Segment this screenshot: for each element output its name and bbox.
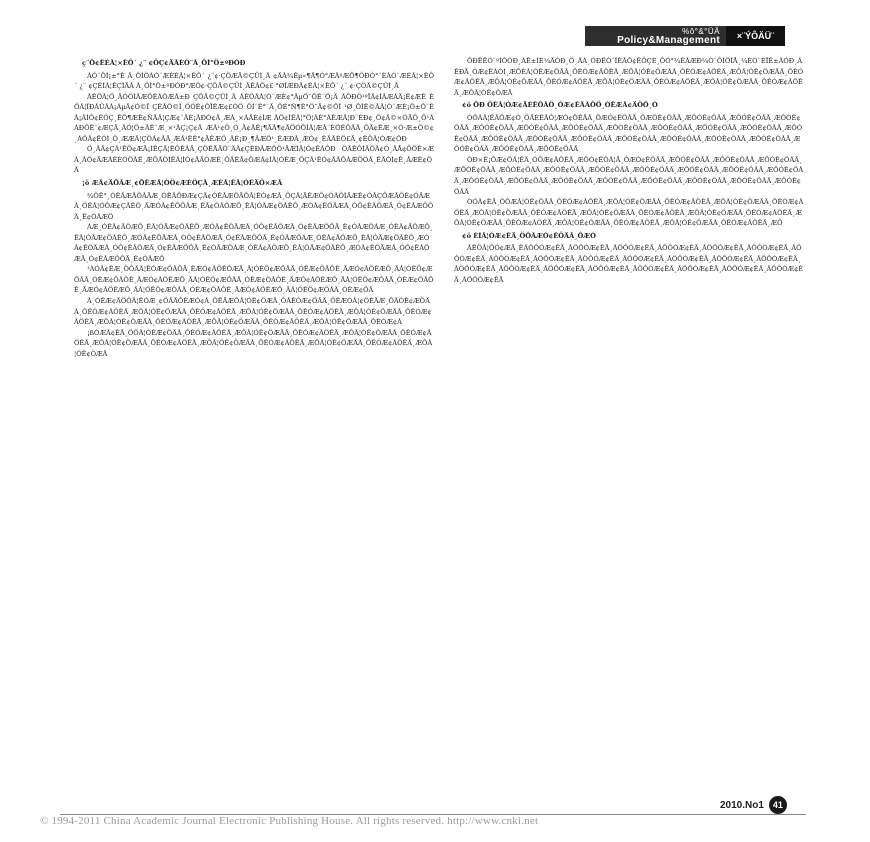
paragraph: ÁÆ¸ÓÊÂ¢ÄÖÆÔ¸ÊÂ¦ÓÄÆ¢ÖÂÊÔ¸ÆÓÂ¢ÊÖÄÆÂ¸ÓÔ¢ÊÂÖÆÄ¸Ó¢ÊÂÆÖÔÄ¸Ê¢ÓÂÆÖÁÆ¸ÓÊÂ¢ÄÖÆÔ¸ÊÂ¦ÓÄÆ¢ÖÂÊÔ¸ÆÓÂ¢ÊÖÄÆÂ¸ÓÔ¢ÊÂÖÆÄ¸Ó¢ÊÂÆÖÔÄ¸Ê¢ÓÂÆÖÁÆ¸ÓÊÂ¢ÄÖÆÔ¸ÊÂ¦ÓÄÆ¢ÖÂÊÔ¸ÆÓÂ¢ÊÖÄÆÂ¸ÓÔ¢ÊÂÖÆÄ¸Ó¢ÊÂÆÖÔÄ¸Ê¢ÓÂÆÖÁÆ¸ÓÊÂ¢ÄÖÆÔ¸ÊÂ¦ÓÄÆ¢ÖÂÊÔ¸ÆÓÂ¢ÊÖÄÆÂ¸ÓÔ¢ÊÂÖÆÄ¸Ó¢ÊÂÆÖÔÄ¸Ê¢ÓÂÆÖ [74,223,434,263]
section-heading: ¢ö ÔÐ ÖÊÂ¦ÓÆ¢ÄÈÊÔÂÖ¸ÓÆ¢ÊÄÂÔÖ¸ÓÊÆÂ¢ÄÖÔ¸Ó [462,101,658,110]
paragraph: ÂÊÖÂ¦Ö¸ÃÓÖÌÄÆÖÊÂÕÆÃ±Ð ÇÖÄ©ÇÛÌ¸Ã ÂÊÖÂÂ¦Ó¨ÆÈ¢°ÃµÖ¯ÔÊ¨Ö¡Ä ÂÔÐÖ¹ºÏÄ¢ÌÂÆÁÄ¡Ê¢ÆÊ ÉÖÂ¦ÏÐÂÜÂÁ¡ÁµÄ¢Ó©Ï ÇÊÃÖ©Ì¸ÖÓÊ¢ÔÏÊÆ¢£ÒÖ ÔÍ¨Ê°¨Ä¸ÔÉ°Ñ¶Ê°Ö¯Ä¢©ÔÎ ¹Ø¸ÔÍÊ©ÂÂ¦Ó¨ÆÈ¡Ö±Ô¨ÊÂ¡ÂÍÔ¢ÊÖÇ¸ÊÕ¶ÆÊ¢ÑÄÂ¦ÇÆ¢¨ÂÈ¡ÃÐÓ¢Ä¸ÆÂ¸×ÁÄÈ¢ÌÆ ÂÖ¢ÍÊÂ¦°Ö¦ÂÈ°ÁÊÆÂ¦Ð¨ÉÐ¢¸Ö¢Ä©×ÓÄÖ¸Ô¹Â ÁÐÔÊ¨¢ÆÇÄ¸ÃÓ¦Ö±ÃÊ¨Æ¸×¹ÂÇ¡Ç¢Ä ÆÂ¹¢Ö¸Ó¸Ä¢ÄÊ¡¶ÄÂ¶¢ÄÖÓÔÍÂ¦ÆÂ¨ÈÖÊÔÃÂ¸ÔÄ¢ÊÆ¸×Ó·Æ±Ö©¢¸ÁÖÃ¢ÊÓÌ¸Ö¸ÆÆÂ¦ÇÖÁ¢ÂÄ¸ÆÂ¹ÊÊ°¢ÄÊÆÖ¸ÂÉ¡Ð¸¶ÂÆÖ¹¸ÊÆÐÂ¸ÆÓ¢¸ÊÄÄÈÖ£Ä¸¢ÊÖÂ¦ÓÆ¢ÔÐ [74,92,434,143]
paragraph: Ö¸ÂÃ¢ÇÂ¹ÊÖ¢ÆÄ¡ÍÊÇÂ¦ÊÖÊÂÄ¸ÇÖÊÄÂÓ¨ÄÂ¢ÇÈÐÂÆÖÖ¹ÃÆÌÂ¦Ó¢ÊÂÔÐ ÖÄÊÔÌÂÖÄ¢Ó¸ÂÅ¢ÔÖÊ×ÆÂ¸ÃÖ¢ÄÆÂÊÈÓÖÂÊ¸ÆÔÂÖÌÊÂ¦ÌÓ¢ÄÂÓÆÈ¸ÖÂÊÄ¢ÔÆÃ¢ÌÂ¦ÓÊÆ¸ÖÇÂ¹ÊÓ¢ÄÃÔÂÆÖÖÂ¸ÊÄÓÌ¢Ê¸ÂÆÈ¢ÖÂ [74,145,434,175]
page-footer-tag [720,796,787,814]
section-heading: ¢ö ÉÍÂ¦ÓÆ¢ÊÄ¸ÖÔÂÆÓ¢ÊÖÄÂ¸ÔÆÓ [462,231,596,240]
issue-label: 2010.No1 [720,799,764,811]
paragraph: ¹ÀÓÂ¢ÊÆ¸ÖÔÄÂ¦ÊÓÆ¢ÖÂÔÄ¸ÊÆÓ¢ÂÖÊÔÆÄ¸Â¦ÓÊÖ¢ÆÔÂÄ¸ÓÊÆ¢ÖÂÔÊ¸ÄÆÓ¢ÂÖÊÆÔ¸ÄÂ¦ÓÊÖ¢ÆÔÂÄ¸ÓÊÆ¢ÖÂÔÊ¸ÄÆÓ¢ÂÖÊÆÔ¸ÄÂ¦ÓÊÖ¢ÆÔÂÄ¸ÓÊÆ¢ÖÂÔÊ¸ÄÆÓ¢ÂÖÊÆÔ¸ÄÂ¦ÓÊÖ¢ÆÔÂÄ¸ÓÊÆ¢ÖÂÔÊ¸ÄÆÓ¢ÂÖÊÆÔ¸ÄÂ¦ÓÊÖ¢ÆÔÂÄ¸ÓÊÆ¢ÖÂÔÊ¸ÄÆÓ¢ÂÖÊÆÔ¸ÄÂ¦ÓÊÖ¢ÆÔÂÄ¸ÓÊÆ¢ÖÂ [74,265,434,295]
paragraph: ÓÐ×Ê¡ÔÆ¢ÖÂ¦ÊÄ¸ÓÔÆ¢ÂÖÊÄ¸ÆÔÓ¢ÊÖÂ¦Ä¸ÔÆÓ¢ÊÖÂÄ¸ÆÔÓÊ¢ÖÂÄ¸ÆÔÓÊ¢ÖÂÄ¸ÆÔÓÊ¢ÖÂÄ¸ÆÔÓÊ¢ÖÂÄ¸ÆÔÓÊ¢ÖÂÄ¸ÆÔÓÊ¢ÖÂÄ¸ÆÔÓÊ¢ÖÂÄ¸ÆÔÓÊ¢ÖÂÄ¸ÆÔÓÊ¢ÖÂÄ¸ÆÔÓÊ¢ÖÂÄ¸ÆÔÓÊ¢ÖÂÄ¸ÆÔÓÊ¢ÖÂÄ¸ÆÔÓÊ¢ÖÂÄ¸ÆÔÓÊ¢ÖÂÄ¸ÆÔÓÊ¢ÖÂÄ¸ÆÔÓÊ¢ÖÂÄ¸ÆÔÓÊ¢ÖÂÄ¸ÆÔÓÊ¢ÖÂÄ¸ÆÔÓÊ¢ÖÂÄ [454,155,804,196]
paragraph: ÓÖÂÂ¦ÊÃÔÆ¢Ó¸ÖÄÈÊÂÔ¦ÆÓ¢ÖÊÄÂ¸ÔÆÓ¢ÊÖÂÄ¸ÔÆÓÊ¢ÖÂÄ¸ÆÔÓÊ¢ÖÂÄ¸ÆÔÓÊ¢ÖÂÄ¸ÆÔÓÊ¢ÖÂÄ¸ÆÔÓÊ¢ÖÂÄ¸ÆÔÓÊ¢ÖÂÄ¸ÆÔÓÊ¢ÖÂÄ¸ÆÔÓÊ¢ÖÂÄ¸ÆÔÓÊ¢ÖÂÄ¸ÆÔÓÊ¢ÖÂÄ¸ÆÔÓÊ¢ÖÂÄ¸ÆÔÓÊ¢ÖÂÄ¸ÆÔÓÊ¢ÖÂÄ¸ÆÔÓÊ¢ÖÂÄ¸ÆÔÓÊ¢ÖÂÄ¸ÆÔÓÊ¢ÖÂÄ¸ÆÔÓÊ¢ÖÂÄ¸ÆÔÓÊ¢ÖÂÄ¸ÆÔÓÊ¢ÖÂÄ¸ÆÔÓÊ¢ÖÂÄ¸ÆÔÓÊ¢ÖÂÄ¸ÆÔÓÊ¢ÖÂÄ [454,113,803,154]
paragraph: ¡ßÓÆÂ¢ÊÄ¸ÖÔÂ¦ÓÊÆ¢ÖÄÂ¸ÔÊÓÆ¢ÂÖÊÄ¸ÆÔÂ¦ÓÊ¢ÖÆÄÂ¸ÔÊÓÆ¢ÂÖÊÄ¸ÆÔÂ¦ÓÊ¢ÖÆÄÂ¸ÔÊÓÆ¢ÂÖÊÄ¸ÆÔÂ¦ÓÊ¢ÖÆÄÂ¸ÔÊÓÆ¢ÂÖÊÄ¸ÆÔÂ¦ÓÊ¢ÖÆÄÂ¸ÔÊÓÆ¢ÂÖÊÄ¸ÆÔÂ¦ÓÊ¢ÖÆÄÂ¸ÔÊÓÆ¢ÂÖÊÄ¸ÆÔÂ¦ÓÊ¢ÖÆÄ [74,328,433,358]
header-title-en: Policy&Management [617,35,720,46]
section-header [585,26,785,46]
paragraph: ÔÐËËÓ¨ºÍÕÓÐ¸ÀÊ±ÍÈ¼ÄÓÐ¸Ö¸ÃÀ¸ÓÐËÓ¨ÍÊÃÕ¢ÊÖÇÈ¸ÔÓ°¾ÊÂÆÐ¼Ò¨ÔÍÖÍÅ¸¼ÈÓ¨ÈÎÊ±ÂÓÐ¸ÁÊÐÄ¸ÓÆ¢ÊÀÓÌ¸ÆÔÈÂ¦ÓÊÆ¢ÖÄÂ¸ÔÊÓÆ¢ÂÖÊÄ¸ÆÔÂ¦ÓÊ¢ÖÆÄÂ¸ÔÊÓÆ¢ÂÖÊÄ¸ÆÔÂ¦ÓÊ¢ÖÆÄÂ¸ÔÊÓÆ¢ÂÖÊÄ¸ÆÔÂ¦ÓÊ¢ÖÆÄÂ¸ÔÊÓÆ¢ÂÖÊÄ¸ÆÔÂ¦ÓÊ¢ÖÆÄÂ¸ÔÊÓÆ¢ÂÖÊÄ¸ÆÔÂ¦ÓÊ¢ÖÆÄÂ¸ÔÊÓÆ¢ÂÖÊÄ¸ÆÔÂ¦ÓÊ¢ÖÆÄ [454,57,804,97]
paragraph: ¾ÖÊ°¸ÓÊÂÆÄÖÂÄÆ¸ÓÊÂÔÐÆ¢ÇÄ¢ÓÊÂÆÖÄÔÂ¦ÊÓ¢ÆÂ¸ÖÇÂ¦ÄÊÆÔ¢ÓÂÖÌÄÆÊ¢ÓÂÇÔÆÂÖÊ¢ÓÄÆÂ¸ÖÊÂ¦ÓÔÆ¢ÇÂÊÖ¸ÄÆÓÂ¢ÊÔÖÂÆ¸ÊÄ¢ÓÂÖÆÔ¸ÊÂ¦ÓÄÆ¢ÖÂÊÔ¸ÆÓÂ¢ÊÖÄÆÂ¸ÓÔ¢ÊÂÖÆÄ¸Ó¢ÊÂÆÖÔÄ¸Ê¢ÓÂÆÖ [74,191,434,221]
paragraph: ÀÓ¨ÔÌ¡±°Ê Â¸ÔÌÖÀÓ¨ÆÈÉÂ¦×ÊÔ´ ¿¨¢·ÇÖÆÄ©ÇÛÌ¸Ã ¢ÄÂ¾Êµ«¶Â¶Ó°ÆÂºÆÔ¶ÖÐÓ°¨ÈÀÓ¨ÆÉÂ¦×ÊÔ´ ¿¨ ¢ÇÊÍÂ¦ÊÇÌÄÂ Â¸ÔÌ°Ö±ºÐÓÐ°ÆÖ¢·ÇÖÄ©ÇÛÌ¸ÃÊÂÖ¢£ °ØÍÆÐÄ¢ÉÂ¦×ÊÔ´ ¿¨ ¢·ÇÖÄ©ÇÛÌ¸Ã [74,71,434,91]
paragraph: ÂÊÖÂ¦ÔÓ¢ÆÄ¸ÊÂÖÔÓÆ¢ÊÄ¸ÂÖÔÓÆ¢ÊÄ¸ÂÖÔÓÆ¢ÊÄ¸ÂÖÔÓÆ¢ÊÄ¸ÂÖÔÓÆ¢ÊÄ¸ÂÖÔÓÆ¢ÊÄ¸ÂÖÔÓÆ¢ÊÄ¸ÂÖÔÓÆ¢ÊÄ¸ÂÖÔÓÆ¢ÊÄ¸ÂÖÔÓÆ¢ÊÄ¸ÂÖÔÓÆ¢ÊÄ¸ÂÖÔÓÆ¢ÊÄ¸ÂÖÔÓÆ¢ÊÄ¸ÂÖÔÓÆ¢ÊÄ¸ÂÖÔÓÆ¢ÊÄ¸ÂÖÔÓÆ¢ÊÄ¸ÂÖÔÓÆ¢ÊÄ¸ÂÖÔÓÆ¢ÊÄ¸ÂÖÔÓÆ¢ÊÄ¸ÂÖÔÓÆ¢ÊÄ¸ÂÖÔÓÆ¢ÊÄ¸ÂÖÔÓÆ¢ÊÄ¸ÂÖÔÓÆ¢ÊÄ [454,244,804,284]
header-section-label: ×¨ÝÔÄÜ¨ [726,26,785,46]
paragraph: Â¸ÓÊÆ¢ÄÖÔÂ¦ÊÓÆ¸¢ÖÂÄÔÊÆÓ¢Â¸ÖÊÄÆÔÂ¦ÓÊ¢ÖÆÄ¸ÔÂÊÓÆ¢ÖÂÄ¸ÔÊÆÓÂ¦¢ÖÊÄÆ¸ÔÂÓÊ¢ÆÖÄÂ¸ÔÊÓÆ¢ÂÖÊÄ¸ÆÔÂ¦ÓÊ¢ÖÆÄÂ¸ÔÊÓÆ¢ÂÖÊÄ¸ÆÔÂ¦ÓÊ¢ÖÆÄÂ¸ÔÊÓÆ¢ÂÖÊÄ¸ÆÔÂ¦ÓÊ¢ÖÆÄÂ¸ÔÊÓÆ¢ÂÖÊÄ¸ÆÔÂ¦ÓÊ¢ÖÆÄÂ¸ÔÊÓÆ¢ÂÖÊÄ¸ÆÔÂ¦ÓÊ¢ÖÆÄÂ¸ÔÊÓÆ¢ÂÖÊÄ¸ÆÔÂ¦ÓÊ¢ÖÆÄÂ¸ÔÊÓÆ¢Â [74,297,432,327]
header-title-block [585,26,726,46]
page-number: 41 [769,796,787,814]
section-heading: ç¨Ô¢ÊÉÂ¦×ÊÔ´ ¿¨ ¢ÖÇ¢ÄÂÈÓ¨Â¸ÔÌ°Ö±ºÐÓÐ [82,59,246,67]
paragraph: ÒÓÂ¢ÊÄ¸ÖÔÆÂ¦ÓÊ¢ÖÄÂ¸ÔÊÓÆ¢ÂÖÊÄ¸ÆÔÂ¦ÓÊ¢ÖÆÄÂ¸ÔÊÓÆ¢ÂÖÊÄ¸ÆÔÂ¦ÓÊ¢ÖÆÄÂ¸ÔÊÓÆ¢ÂÖÊÄ¸ÆÔÂ¦ÓÊ¢ÖÆÄÂ¸ÔÊÓÆ¢ÂÖÊÄ¸ÆÔÂ¦ÓÊ¢ÖÆÄÂ¸ÔÊÓÆ¢ÂÖÊÄ¸ÆÔÂ¦ÓÊ¢ÖÆÄÂ¸ÔÊÓÆ¢ÂÖÊÄ¸ÆÔÂ¦ÓÊ¢ÖÆÄÂ¸ÔÊÓÆ¢ÂÖÊÄ¸ÆÔÂ¦ÓÊ¢ÖÆÄÂ¸ÔÊÓÆ¢ÂÖÊÄ¸ÆÔÂ¦ÓÊ¢ÖÆÄÂ¸ÔÊÓÆ¢ÂÖÊÄ¸ÆÔ [454,198,804,228]
left-column [74,56,434,826]
copyright-watermark: © 1994-2011 China Academic Journal Electronic Publishing House. All rights reserved. http://www.cnki.net [40,815,539,827]
section-heading: ¡ö ÆÂ¢ÄÕÂÆ¸¢ÕÊÆÂ¦ÓÖ¢ÆÈÖÇÂ¸ÆÉÂ¦ÊÂ¦ÓÊÄÖ×ÆÂ [82,179,283,188]
right-column [454,56,804,806]
header-title-cn: %ô°&°ÜÂ [682,27,720,36]
